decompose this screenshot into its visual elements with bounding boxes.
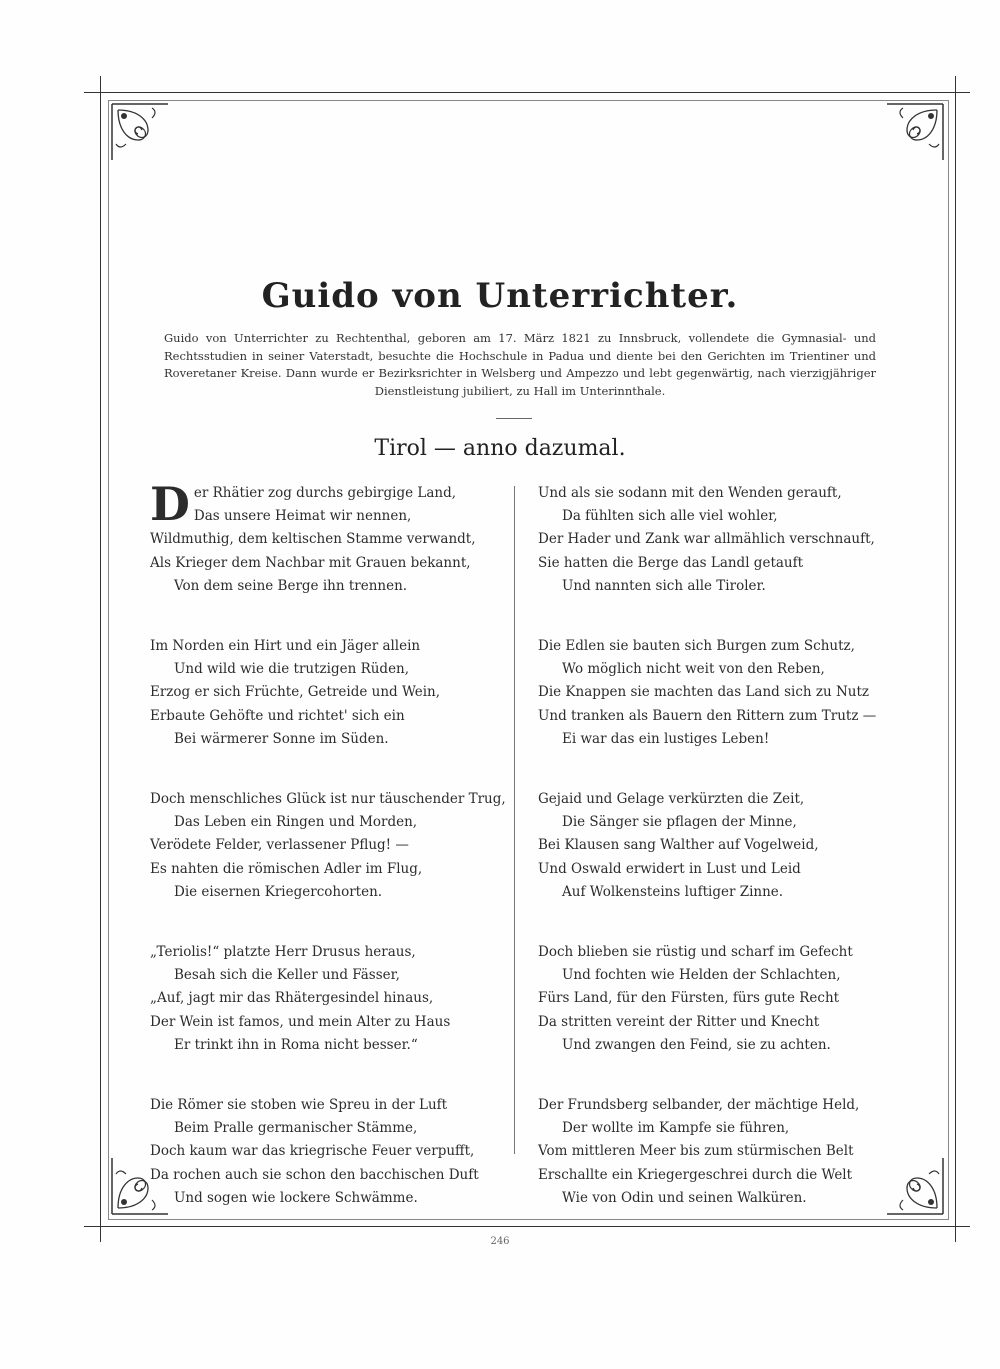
frame-top-line [84, 92, 970, 93]
page-title: Guido von Unterrichter. [261, 276, 739, 316]
verse-line: Und zwangen den Feind, sie zu achten. [562, 1036, 831, 1053]
verse-line: Der Wein ist famos, und mein Alter zu Haus [150, 1013, 451, 1030]
verse-line: Bei wärmerer Sonne im Süden. [174, 730, 389, 747]
verse-line: Doch menschliches Glück ist nur täuschender Trug, [150, 791, 506, 808]
stanza [150, 477, 490, 598]
verse-line: Da rochen auch sie schon den bacchischen Duft [150, 1166, 479, 1183]
verse-line: Das Leben ein Ringen und Morden, [174, 814, 418, 831]
verse-line: „Teriolis!“ platzte Herr Drusus heraus, [150, 944, 416, 961]
column-divider [514, 486, 515, 1154]
poem-right-column [538, 482, 898, 1247]
author-biography: Guido von Unterrichter zu Rechtenthal, geboren am 17. März 1821 zu Innsbruck, vollendete die Gymnasial- und Rechtsstudien in seiner Vaterstadt, besuchte die Hochschule in Padua und diente bei den Gerichten im Trientiner und Roveretaner Kreise. Dann wurde er Bezirksrichter in Welsberg und Ampezzo und lebt gegenwärtig, nach vierzigjähriger Dienstleistung jubiliert, zu Hall im Unterinnthale. [164, 331, 876, 398]
verse-line: Das unsere Heimat wir nennen, [193, 508, 412, 525]
verse-line: Von dem seine Berge ihn trennen. [174, 577, 408, 594]
verse-line: Und fochten wie Helden der Schlachten, [562, 967, 841, 984]
verse-line: Im Norden ein Hirt und ein Jäger allein [150, 638, 421, 655]
frame-right-line [955, 76, 956, 1242]
drop-cap: D [150, 477, 190, 531]
verse-line: Erbaute Gehöfte und richtet' sich ein [150, 707, 405, 724]
title-separator [496, 418, 532, 419]
verse-line: Als Krieger dem Nachbar mit Grauen bekannt, [150, 554, 471, 571]
stanza [538, 941, 898, 1057]
verse-line: Er trinkt ihn in Roma nicht besser.“ [174, 1036, 418, 1053]
verse-line: Gejaid und Gelage verkürzten die Zeit, [538, 791, 805, 808]
verse-line: Und als sie sodann mit den Wenden gerauft, [538, 485, 842, 501]
verse-line: Und nannten sich alle Tiroler. [562, 577, 766, 594]
stanza [150, 941, 490, 1057]
page-number: 246 [490, 1236, 510, 1247]
verse-line: Doch blieben sie rüstig und scharf im Gefecht [538, 944, 853, 961]
verse-line: Der Hader und Zank war allmählich verschnauft, [538, 531, 875, 548]
corner-ornament-top-left [108, 100, 178, 170]
verse-line: Beim Pralle germanischer Stämme, [174, 1120, 418, 1137]
verse-line: Die Römer sie stoben wie Spreu in der Luft [150, 1097, 448, 1114]
verse-line: Wo möglich nicht weit von den Reben, [562, 661, 825, 678]
stanza [538, 482, 898, 598]
verse-line: Besah sich die Keller und Fässer, [174, 967, 400, 984]
verse-line: Ei war das ein lustiges Leben! [562, 730, 770, 747]
verse-line: Und wild wie die trutzigen Rüden, [174, 661, 410, 678]
verse-line: Der Frundsberg selbander, der mächtige Held, [538, 1097, 860, 1114]
verse-line: Es nahten die römischen Adler im Flug, [150, 860, 423, 877]
verse-line: Sie hatten die Berge das Landl getauft [538, 554, 804, 571]
stanza [150, 635, 490, 751]
verse-line: Bei Klausen sang Walther auf Vogelweid, [538, 837, 819, 854]
frame-left-line [100, 76, 101, 1242]
verse-line: „Auf, jagt mir das Rhätergesindel hinaus, [150, 990, 434, 1007]
verse-line: Verödete Felder, verlassener Pflug! — [150, 837, 409, 854]
verse-line: Die Edlen sie bauten sich Burgen zum Schutz, [538, 638, 855, 655]
verse-line: Die Sänger sie pflagen der Minne, [562, 814, 797, 831]
verse-line: Da fühlten sich alle viel wohler, [562, 508, 778, 525]
verse-line: Die eisernen Kriegercohorten. [174, 883, 383, 900]
stanza [150, 788, 506, 904]
verse-line: Der wollte im Kampfe sie führen, [562, 1120, 790, 1137]
verse-line: Erschallte ein Kriegergeschrei durch die Welt [538, 1166, 853, 1183]
verse-line: Doch kaum war das kriegrische Feuer verpufft, [150, 1143, 475, 1160]
verse-line-text: er Rhätier zog durchs gebirgige Land, [193, 485, 457, 501]
verse-line: Wildmuthig, dem keltischen Stamme verwandt, [150, 531, 476, 548]
verse-line: Erzog er sich Früchte, Getreide und Wein, [150, 684, 441, 701]
verse-line: Da stritten vereint der Ritter und Knecht [538, 1013, 820, 1030]
verse-line: Die Knappen sie machten das Land sich zu Nutz [538, 684, 870, 701]
verse-line: Und Oswald erwidert in Lust und Leid [538, 860, 801, 877]
verse-line: Auf Wolkensteins luftiger Zinne. [562, 883, 784, 900]
verse-line: Wie von Odin und seinen Walküren. [562, 1189, 807, 1206]
verse-line: Und sogen wie lockere Schwämme. [174, 1189, 418, 1206]
corner-ornament-top-right [877, 100, 947, 170]
stanza [150, 1094, 490, 1210]
stanza [538, 1094, 898, 1210]
stanza [538, 635, 898, 751]
poem-title: Tirol — anno dazumal. [374, 436, 626, 461]
verse-line: Fürs Land, für den Fürsten, fürs gute Recht [538, 990, 840, 1007]
verse-line: Vom mittleren Meer bis zum stürmischen Belt [538, 1143, 854, 1160]
verse-line: Und tranken als Bauern den Rittern zum Trutz — [538, 707, 877, 724]
stanza [538, 788, 898, 904]
